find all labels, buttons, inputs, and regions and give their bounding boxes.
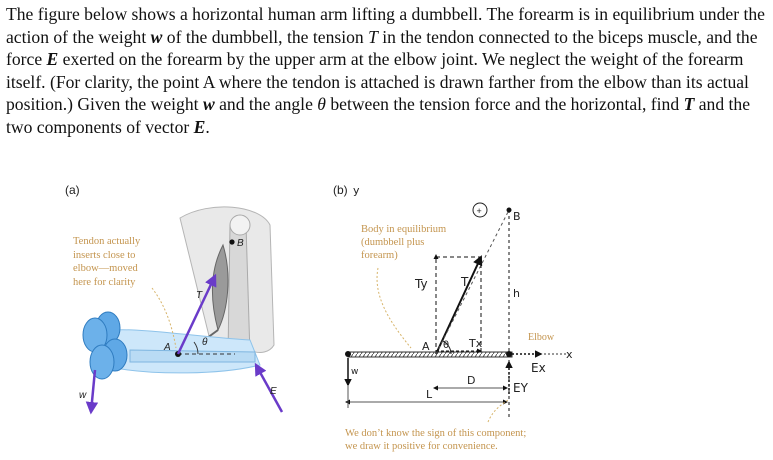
tension-label: T (196, 290, 203, 301)
weight-symbol: w (150, 26, 163, 47)
x-axis-label: x (566, 348, 573, 361)
body-annotation-pointer (377, 268, 411, 348)
rotation-sign-label: + (476, 206, 482, 216)
dumbbell-point (345, 351, 351, 357)
point-b-dot (507, 208, 512, 213)
forearm-bone (130, 350, 255, 362)
panel-label: (a) (65, 183, 80, 197)
weight-symbol: w (202, 94, 215, 114)
tendon-annotation: Tendon actually inserts close to elbow—moved here for clarity (73, 236, 141, 288)
body-annotation: Body in equilibrium (dumbbell plus forearm) (361, 224, 447, 261)
weight-arrow (91, 370, 95, 412)
weight-label: w (79, 390, 87, 401)
l-label: L (426, 388, 433, 401)
figure-b-drawing (333, 180, 768, 455)
tx-label: Tx (469, 337, 483, 350)
elbow-force-symbol: E (193, 116, 206, 137)
figure-b (333, 180, 768, 455)
ey-label: EY (513, 381, 528, 395)
note-pointer (488, 400, 508, 422)
point-b-label: B (513, 210, 521, 223)
weight-label: w (351, 367, 359, 377)
sign-note: We don’t know the sign of this component; we draw it positive for convenience. (345, 428, 527, 452)
elbow-force-symbol: E (46, 49, 59, 69)
d-label: D (467, 374, 476, 387)
tension-symbol: T (368, 26, 378, 47)
elbow-force-arrow (256, 365, 282, 412)
point-b-dot (229, 239, 234, 244)
panel-label: (b) (333, 183, 348, 197)
angle-label: θ (202, 337, 208, 348)
elbow-force-label: E (270, 386, 277, 397)
figure-a (60, 180, 315, 455)
y-axis-label: y (353, 184, 360, 197)
point-b-label: B (237, 238, 244, 249)
shoulder-joint (230, 215, 250, 235)
figure-a-drawing (60, 180, 315, 455)
point-a-label: A (422, 340, 430, 353)
theta-label: θ (443, 340, 450, 351)
tension-label: T (461, 275, 469, 289)
ty-label: Ty (415, 277, 428, 291)
ex-label: Ex (531, 361, 546, 375)
h-label: h (513, 287, 520, 300)
point-a-label: A (164, 342, 171, 353)
angle-symbol: θ (317, 94, 326, 114)
b-line (436, 210, 509, 354)
problem-statement: The figure below shows a horizontal human arm lifting a dumbbell. The forearm is in equilibrium under the action of the weight w of the dumbbell, the tension T in the tendon connected to the biceps muscle, and the force E exerted on the forearm by the upper arm at the elbow joint. We neglect the weight of the forearm itself. (For clarity, the point A where the tendon is attached is drawn farther from the elbow than its actual position.) Given the weight w and the angle θ between the tension force and the horizontal, find T and the two components of vector E. (6, 4, 765, 137)
elbow-label: Elbow (528, 332, 555, 343)
tension-symbol: T (683, 94, 695, 114)
forearm-bar (348, 352, 512, 357)
